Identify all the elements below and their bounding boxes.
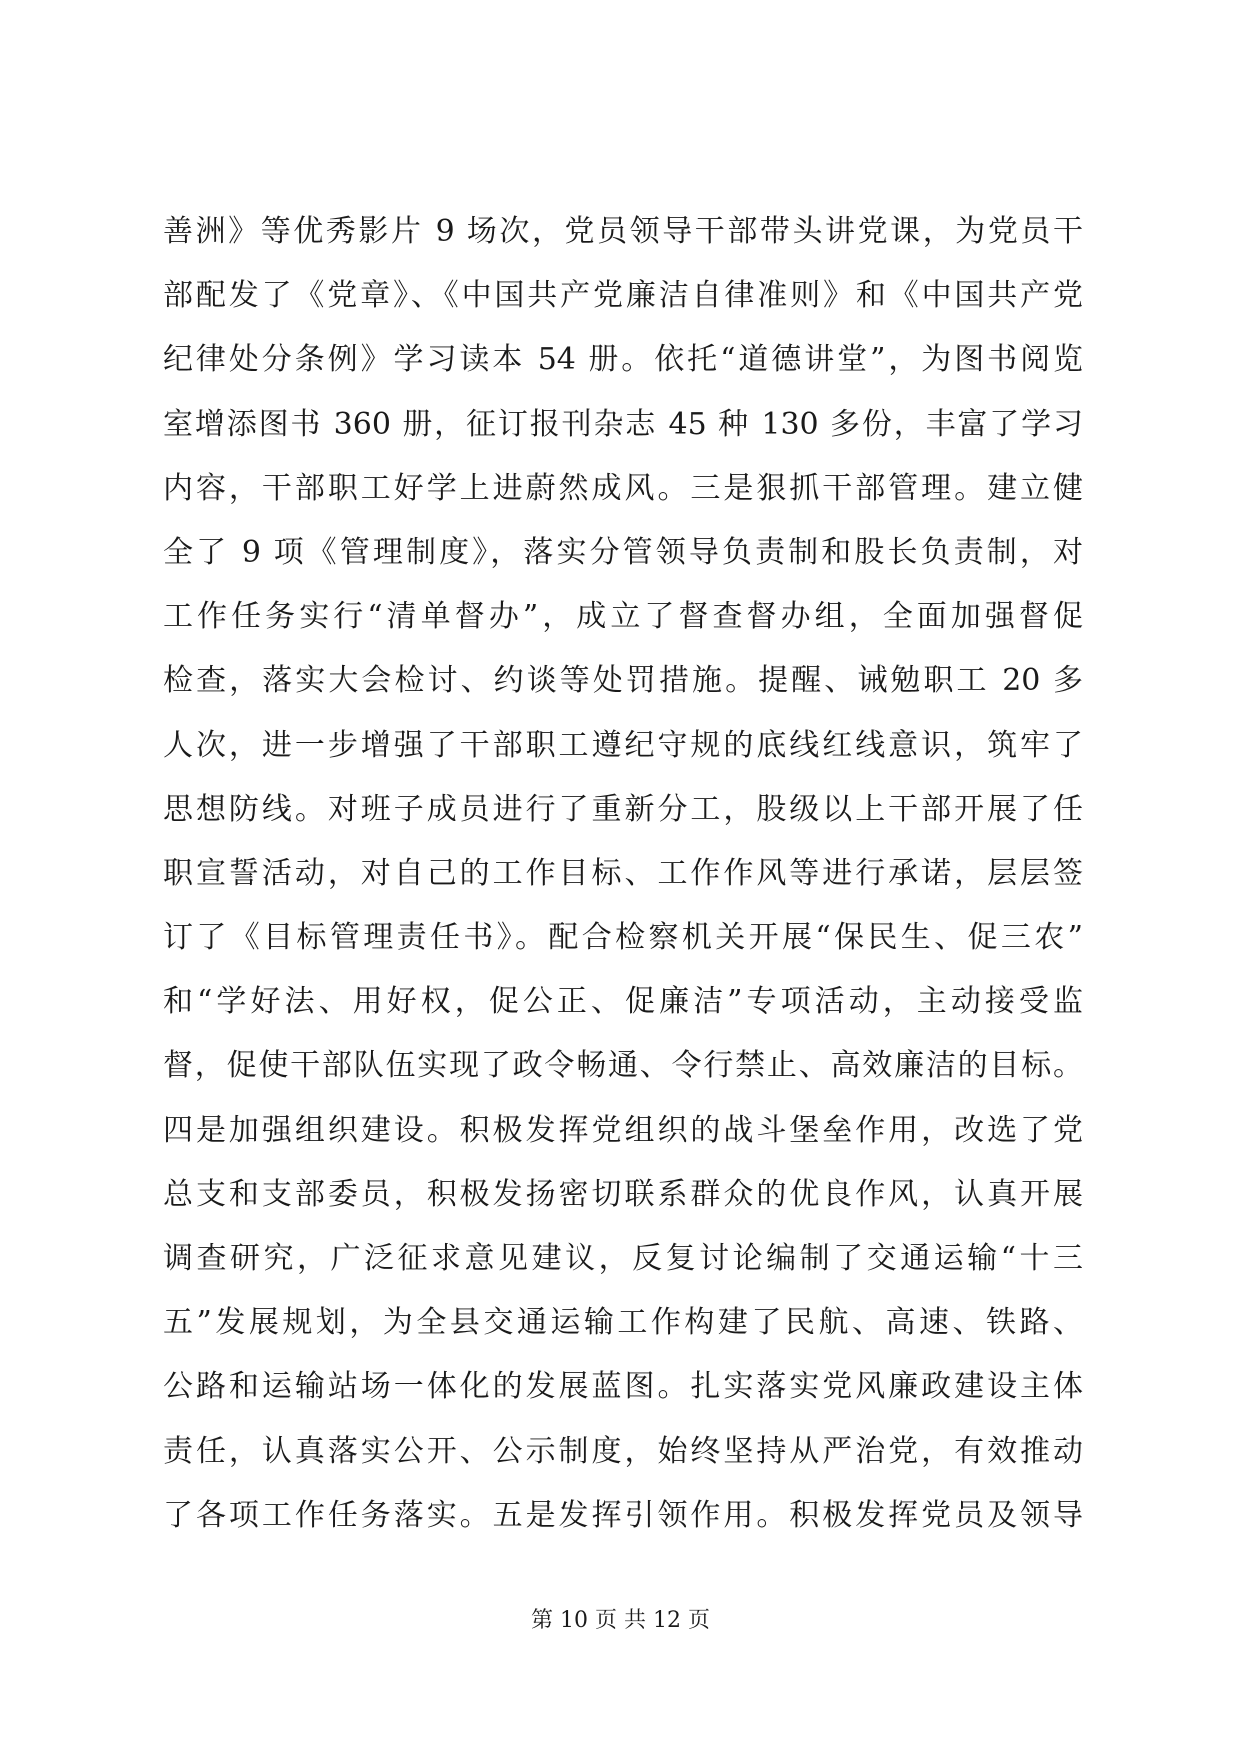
text-line: 纪律处分条例》学习读本 54 册。依托“道德讲堂”，为图书阅览	[163, 342, 1083, 378]
text-line: 了各项工作任务落实。五是发挥引领作用。积极发挥党员及领导	[163, 1497, 1083, 1533]
text-line: 督，促使干部队伍实现了政令畅通、令行禁止、高效廉洁的目标。	[163, 1048, 1083, 1084]
text-line: 责任，认真落实公开、公示制度，始终坚持从严治党，有效推动	[163, 1433, 1083, 1469]
text-line: 部配发了《党章》、《中国共产党廉洁自律准则》和《中国共产党	[163, 278, 1083, 314]
text-line: 订了《目标管理责任书》。配合检察机关开展“保民生、促三农”	[163, 920, 1083, 956]
text-line: 思想防线。对班子成员进行了重新分工，股级以上干部开展了任	[163, 791, 1083, 827]
text-line: 四是加强组织建设。积极发挥党组织的战斗堡垒作用，改选了党	[163, 1112, 1083, 1148]
text-line: 职宣誓活动，对自己的工作目标、工作作风等进行承诺，层层签	[163, 855, 1083, 891]
text-line: 五”发展规划，为全县交通运输工作构建了民航、高速、铁路、	[163, 1305, 1083, 1341]
text-line: 室增添图书 360 册，征订报刊杂志 45 种 130 多份，丰富了学习	[163, 406, 1083, 442]
text-line: 善洲》等优秀影片 9 场次，党员领导干部带头讲党课，为党员干	[163, 214, 1083, 249]
text-line: 全了 9 项《管理制度》，落实分管领导负责制和股长负责制，对	[163, 534, 1083, 570]
text-line: 检查，落实大会检讨、约谈等处罚措施。提醒、诫勉职工 20 多	[163, 663, 1083, 699]
text-line: 总支和支部委员，积极发扬密切联系群众的优良作风，认真开展	[163, 1176, 1083, 1212]
text-line: 工作任务实行“清单督办”，成立了督查督办组，全面加强督促	[163, 599, 1083, 635]
text-line: 调查研究，广泛征求意见建议，反复讨论编制了交通运输“十三	[163, 1241, 1083, 1276]
body-text	[163, 200, 1083, 1548]
text-line: 人次，进一步增强了干部职工遵纪守规的底线红线意识，筑牢了	[163, 727, 1083, 763]
page-number-footer: 第 10 页 共 12 页	[531, 1608, 710, 1633]
text-line: 和“学好法、用好权，促公正、促廉洁”专项活动，主动接受监	[163, 984, 1083, 1020]
text-line: 公路和运输站场一体化的发展蓝图。扎实落实党风廉政建设主体	[163, 1369, 1083, 1405]
text-line: 内容，干部职工好学上进蔚然成风。三是狠抓干部管理。建立健	[163, 470, 1083, 506]
